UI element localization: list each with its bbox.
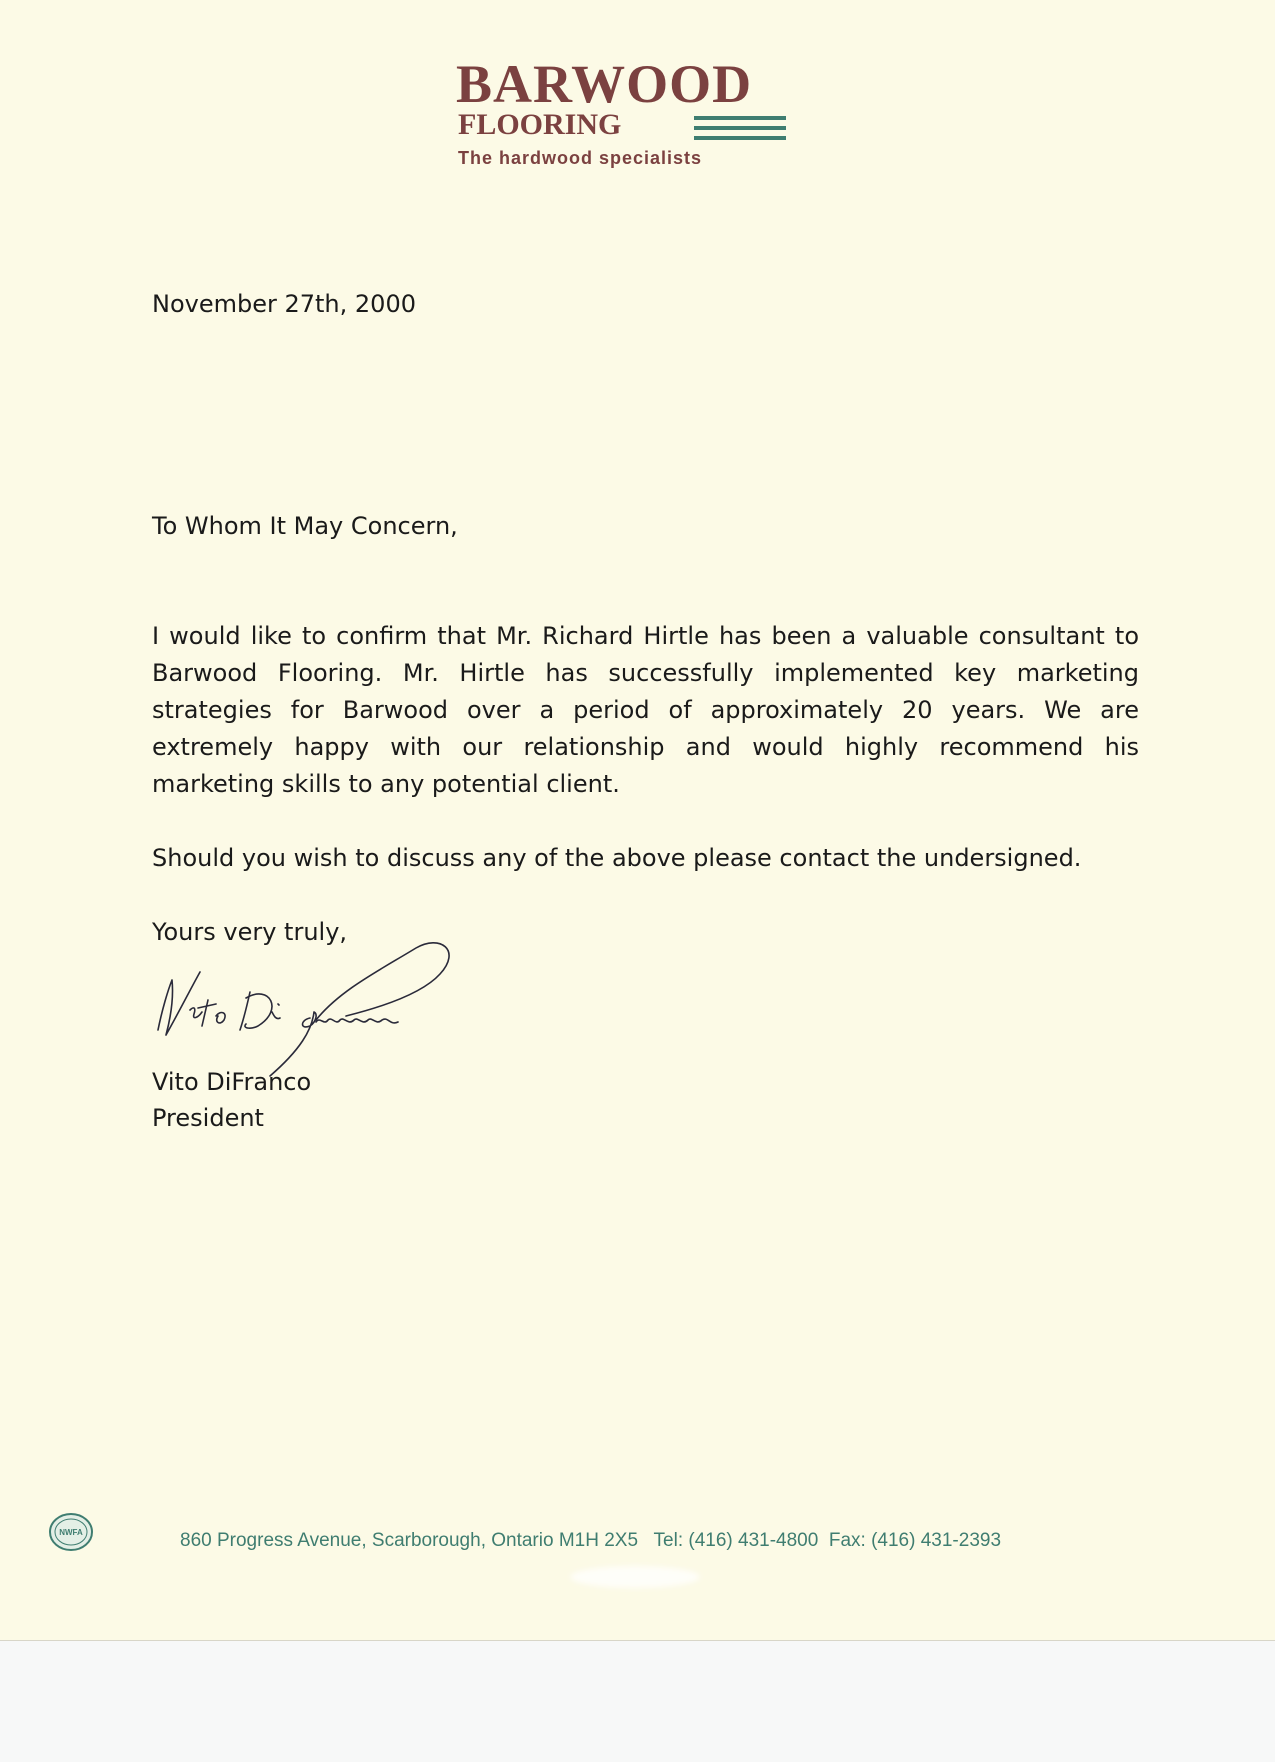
paper-smudge [570, 1566, 700, 1588]
signer-title: President [152, 1104, 264, 1132]
logo-stripes-icon [694, 116, 786, 140]
letter-closing: Yours very truly, [152, 918, 348, 946]
company-logo [456, 56, 836, 171]
svg-text:NWFA: NWFA [59, 1528, 83, 1537]
letter-paragraph-1: I would like to confirm that Mr. Richard Hirtle has been a valuable consultant to Barwood Flooring. Mr. Hirtle has successfully implemented key marketing strategies for Barwood over a period of approximately 20 years. We are extremely happy with our relationship and would highly recommend his marketing skills to any potential client. [152, 622, 1139, 798]
logo-tagline: The hardwood specialists [458, 148, 703, 168]
footer-address: 860 Progress Avenue, Scarborough, Ontario M1H 2X5 Tel: (416) 431-4800 Fax: (416) 431-2393 [180, 1530, 1002, 1551]
logo-company-subname: FLOORING [458, 108, 622, 141]
association-seal-icon [48, 1512, 94, 1552]
letter-salutation: To Whom It May Concern, [152, 512, 458, 540]
handwritten-signature [150, 930, 470, 1080]
letter-paragraph-2: Should you wish to discuss any of the above please contact the undersigned. [152, 844, 1082, 872]
logo-company-name: BARWOOD [456, 54, 753, 114]
letter-date: November 27th, 2000 [152, 290, 416, 318]
scan-background [0, 1641, 1275, 1762]
signer-name: Vito DiFranco [152, 1068, 312, 1096]
